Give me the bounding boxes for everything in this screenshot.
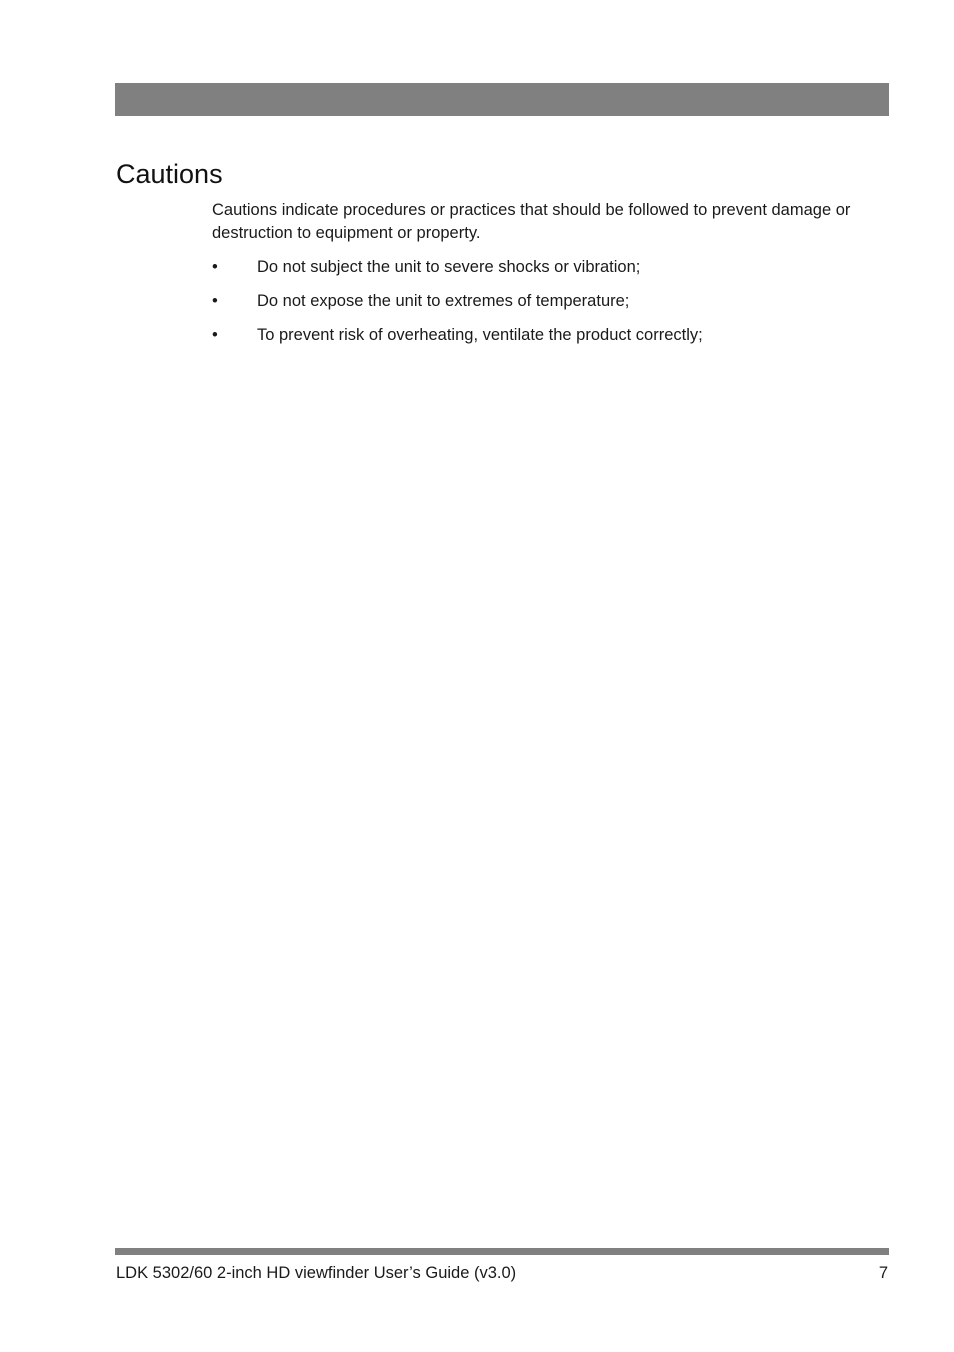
list-item-text: Do not expose the unit to extremes of temperature;	[257, 292, 630, 310]
page-number: 7	[878, 1264, 888, 1282]
list-item-text: To prevent risk of overheating, ventilate the product correctly;	[257, 326, 703, 344]
caution-list	[212, 256, 852, 347]
footer-rule	[115, 1248, 889, 1255]
list-item	[212, 324, 852, 347]
list-item-text: Do not subject the unit to severe shocks or vibration;	[257, 258, 641, 276]
section-title: Cautions	[116, 159, 223, 189]
list-item	[212, 290, 852, 313]
section-content	[212, 199, 852, 358]
header-bar	[115, 83, 889, 116]
list-item	[212, 256, 852, 279]
intro-paragraph: Cautions indicate procedures or practices that should be followed to prevent damage or destruction to equipment or property.	[212, 201, 851, 242]
footer-document-title: LDK 5302/60 2-inch HD viewfinder User’s Guide (v3.0)	[116, 1264, 517, 1282]
bullet-icon: •	[212, 326, 218, 344]
bullet-icon: •	[212, 258, 218, 276]
bullet-icon: •	[212, 292, 218, 310]
